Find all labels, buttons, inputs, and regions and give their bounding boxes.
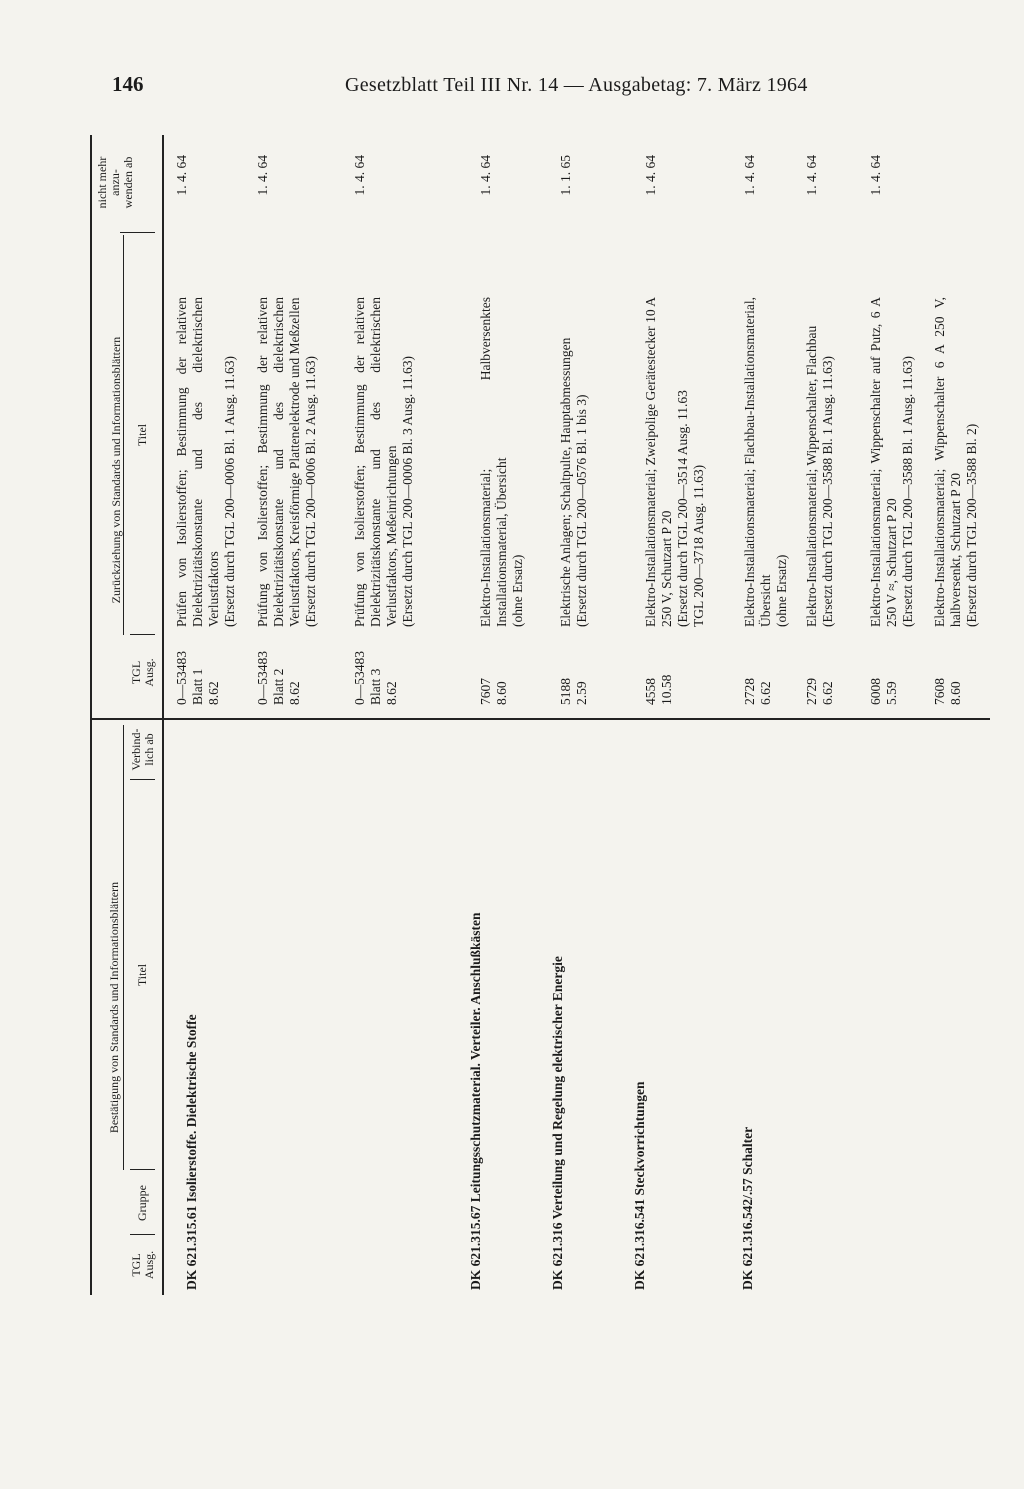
right-caption-rule [123, 235, 124, 635]
right-caption: Zurückziehung von Standards und Informationsblättern [109, 336, 123, 604]
right-col-sep [120, 232, 155, 233]
left-col-sep [130, 779, 155, 780]
right-col-nicht-mehr: nicht mehr anzu- wenden ab [95, 156, 135, 209]
center-divider [90, 719, 990, 721]
header-title: Gesetzblatt Teil III Nr. 14 — Ausgabetag: 7. März 1964 [345, 74, 808, 96]
row-date: 1. 4. 64 [352, 155, 367, 196]
row-ausg: 0—53483 Blatt 2 8.62 [255, 651, 302, 705]
page-number: 146 [112, 72, 144, 96]
row-date: 1. 4. 64 [174, 155, 189, 196]
row-date: 1. 4. 64 [255, 155, 270, 196]
left-caption-rule [123, 725, 124, 1170]
section-isolierstoffe: DK 621.315.61 Isolierstoffe. Dielektrische Stoffe [184, 1014, 199, 1290]
row-titel: Elektro-Installationsmaterial; Wippenschalter, Flachbau (Ersetzt durch TGL 200—3588 Bl. 1 Ausg. 11.63) [804, 325, 835, 627]
row-ausg: 0—53483 Blatt 1 8.62 [174, 651, 221, 705]
right-col-titel: Titel [135, 423, 149, 447]
top-rule [90, 135, 92, 1295]
row-date: 1. 4. 64 [478, 155, 493, 196]
right-col-sep [130, 634, 155, 635]
left-col-titel: Titel [135, 963, 149, 987]
row-ausg: 0—53483 Blatt 3 8.62 [352, 651, 399, 705]
row-date: 1. 4. 64 [742, 155, 757, 196]
row-titel: Prüfen von Isolierstoffen; Bestimmung der relativen Dielektrizitätskonstante und des dielektrischen Verlustfaktors (Ersetzt durch TGL 200—0006 Bl. 1 Ausg. 11.63) [174, 297, 237, 627]
section-verteilung: DK 621.316 Verteilung und Regelung elektrischer Energie [550, 956, 565, 1290]
rotated-table-page [90, 125, 990, 1295]
page-header [0, 72, 1024, 108]
section-leitungsschutz: DK 621.315.67 Leitungsschutzmaterial. Verteiler. Anschlußkästen [468, 912, 483, 1290]
right-col-tgl: TGL Ausg. [129, 658, 156, 687]
section-steckvorrichtungen: DK 621.316.541 Steckvorrichtungen [632, 1081, 647, 1290]
row-titel: Elektrische Anlagen; Schaltpulte, Hauptabmessungen (Ersetzt durch TGL 200—0576 Bl. 1 bis 3) [558, 337, 589, 627]
left-col-sep [130, 1169, 155, 1170]
row-ausg: 2729 6.62 [804, 678, 835, 705]
row-date: 1. 4. 64 [804, 155, 819, 196]
row-titel: Elektro-Installationsmaterial; Zweipolige Gerätestecker 10 A 250 V, Schutzart P 20 (Ersetzt durch TGL 200—3514 Ausg. 11.63 TGL 200—3718 Ausg. 11.63) [643, 297, 706, 627]
section-schalter: DK 621.316.542/.57 Schalter [740, 1126, 755, 1290]
row-ausg: 6008 5.59 [868, 678, 899, 705]
row-date: 1. 4. 64 [868, 155, 883, 196]
row-titel: Elektro-Installationsmaterial; Wippenschalter auf Putz, 6 A 250 V ≈, Schutzart P 20 (Ersetzt durch TGL 200—3588 Bl. 1 Ausg. 11.63) [868, 297, 915, 627]
right-header-rule [162, 135, 164, 720]
row-ausg: 2728 6.62 [742, 678, 773, 705]
row-titel: Elektro-Installationsmaterial; Halbversenktes Installationsmaterial, Übersicht (ohne Ersatz) [478, 297, 525, 627]
left-col-gruppe: Gruppe [135, 1185, 149, 1221]
row-ausg: 4558 10.58 [643, 674, 674, 705]
left-caption: Bestätigung von Standards und Informationsblättern [107, 881, 121, 1134]
left-col-tgl: TGL Ausg. [129, 1250, 156, 1280]
row-titel: Prüfung von Isolierstoffen; Bestimmung der relativen Dielektrizitätskonstante und des dielektrischen Verlustfaktors, Kreisförmige Plattenelektrode und Meßzellen (Ersetzt durch TGL 200—0006 Bl. 2 Ausg. 11.63) [255, 297, 318, 627]
left-col-sep [130, 1234, 155, 1235]
left-col-verbindlich: Verbind- lich ab [129, 728, 156, 771]
row-ausg: 7608 8.60 [932, 678, 963, 705]
row-ausg: 7607 8.60 [478, 678, 509, 705]
left-header-rule [162, 720, 164, 1295]
row-titel: Elektro-Installationsmaterial; Wippenschalter 6 A 250 V, halbversenkt, Schutzart P 20 (Ersetzt durch TGL 200—3588 Bl. 2) [932, 297, 979, 627]
row-titel: Prüfung von Isolierstoffen; Bestimmung der relativen Dielektrizitätskonstante und des dielektrischen Verlustfaktors, Meßeinrichtungen (Ersetzt durch TGL 200—0006 Bl. 3 Ausg. 11.63) [352, 297, 415, 627]
row-date: 1. 1. 65 [558, 155, 573, 196]
row-ausg: 5188 2.59 [558, 678, 589, 705]
row-titel: Elektro-Installationsmaterial; Flachbau-Installationsmaterial, Übersicht (ohne Ersatz) [742, 297, 789, 627]
row-date: 1. 4. 64 [643, 155, 658, 196]
